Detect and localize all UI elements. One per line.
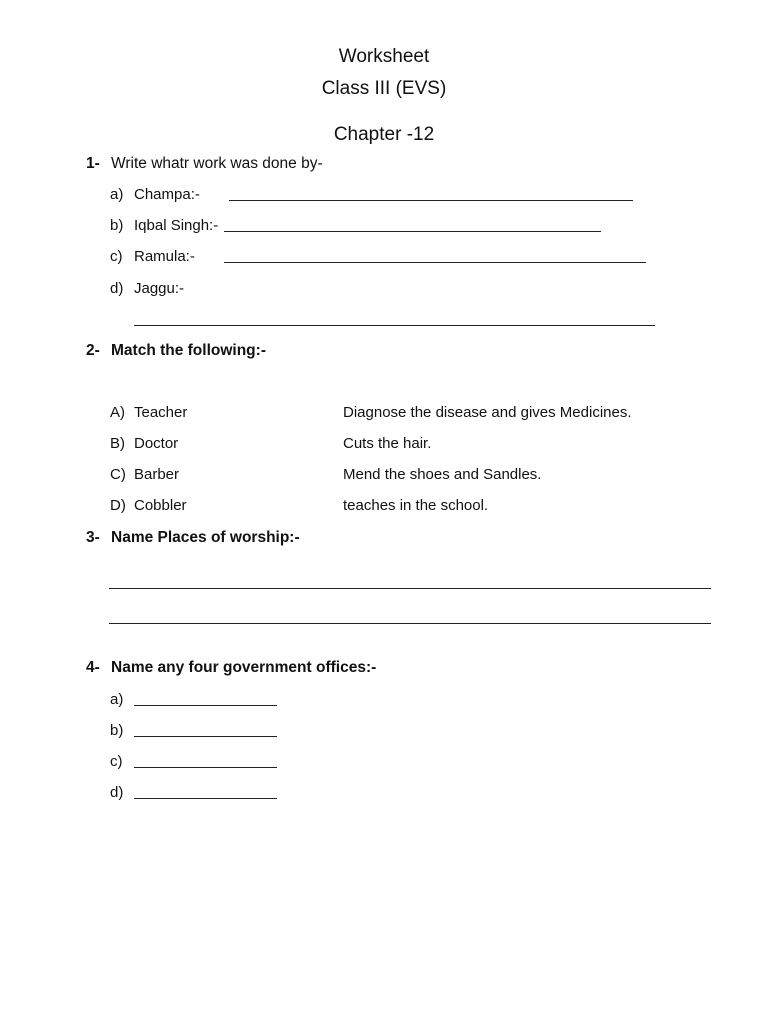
worksheet-title: Worksheet: [338, 46, 430, 67]
match-left-b-marker: B): [110, 435, 125, 452]
question-4-text: Name any four government offices:-: [111, 659, 377, 676]
q1-item-d-label: Jaggu:-: [134, 280, 185, 297]
q4-marker-d: d): [110, 784, 124, 801]
q1-item-a-label: Champa:-: [134, 186, 200, 203]
q4-answer-line-c[interactable]: [134, 767, 277, 768]
q4-marker-b: b): [110, 722, 124, 739]
match-left-c-marker: C): [110, 466, 126, 483]
match-right-4[interactable]: teaches in the school.: [343, 497, 489, 514]
match-left-d-label[interactable]: Cobbler: [134, 497, 187, 514]
q4-marker-a: a): [110, 691, 124, 708]
q4-answer-line-d[interactable]: [134, 798, 277, 799]
match-left-a-marker: A): [110, 404, 125, 421]
q1-answer-line-c[interactable]: [224, 262, 646, 263]
match-left-a-label[interactable]: Teacher: [134, 404, 188, 421]
class-title: Class III (EVS): [321, 78, 447, 99]
match-right-2[interactable]: Cuts the hair.: [343, 435, 432, 452]
q3-answer-line-1[interactable]: [109, 588, 711, 589]
match-right-3[interactable]: Mend the shoes and Sandles.: [343, 466, 542, 483]
match-left-d-marker: D): [110, 497, 126, 514]
question-1-number: 1-: [86, 155, 100, 172]
q1-item-c-marker: c): [110, 248, 123, 265]
question-3-number: 3-: [86, 529, 100, 546]
question-2-number: 2-: [86, 342, 100, 359]
chapter-title: Chapter -12: [333, 124, 435, 145]
q1-answer-line-b[interactable]: [224, 231, 601, 232]
q4-answer-line-a[interactable]: [134, 705, 277, 706]
match-left-c-label[interactable]: Barber: [134, 466, 180, 483]
question-4-number: 4-: [86, 659, 100, 676]
question-3-text: Name Places of worship:-: [111, 529, 300, 546]
q1-item-a-marker: a): [110, 186, 124, 203]
q4-marker-c: c): [110, 753, 123, 770]
q1-item-b-marker: b): [110, 217, 124, 234]
question-2-text: Match the following:-: [111, 342, 266, 359]
q1-item-b-label: Iqbal Singh:-: [134, 217, 219, 234]
match-right-1[interactable]: Diagnose the disease and gives Medicines.: [343, 404, 632, 421]
q4-answer-line-b[interactable]: [134, 736, 277, 737]
q1-answer-line-d[interactable]: [134, 325, 655, 326]
question-1-text: Write whatr work was done by-: [111, 155, 323, 172]
q3-answer-line-2[interactable]: [109, 623, 711, 624]
q1-answer-line-a[interactable]: [229, 200, 633, 201]
q1-item-d-marker: d): [110, 280, 124, 297]
q1-item-c-label: Ramula:-: [134, 248, 195, 265]
match-left-b-label[interactable]: Doctor: [134, 435, 179, 452]
